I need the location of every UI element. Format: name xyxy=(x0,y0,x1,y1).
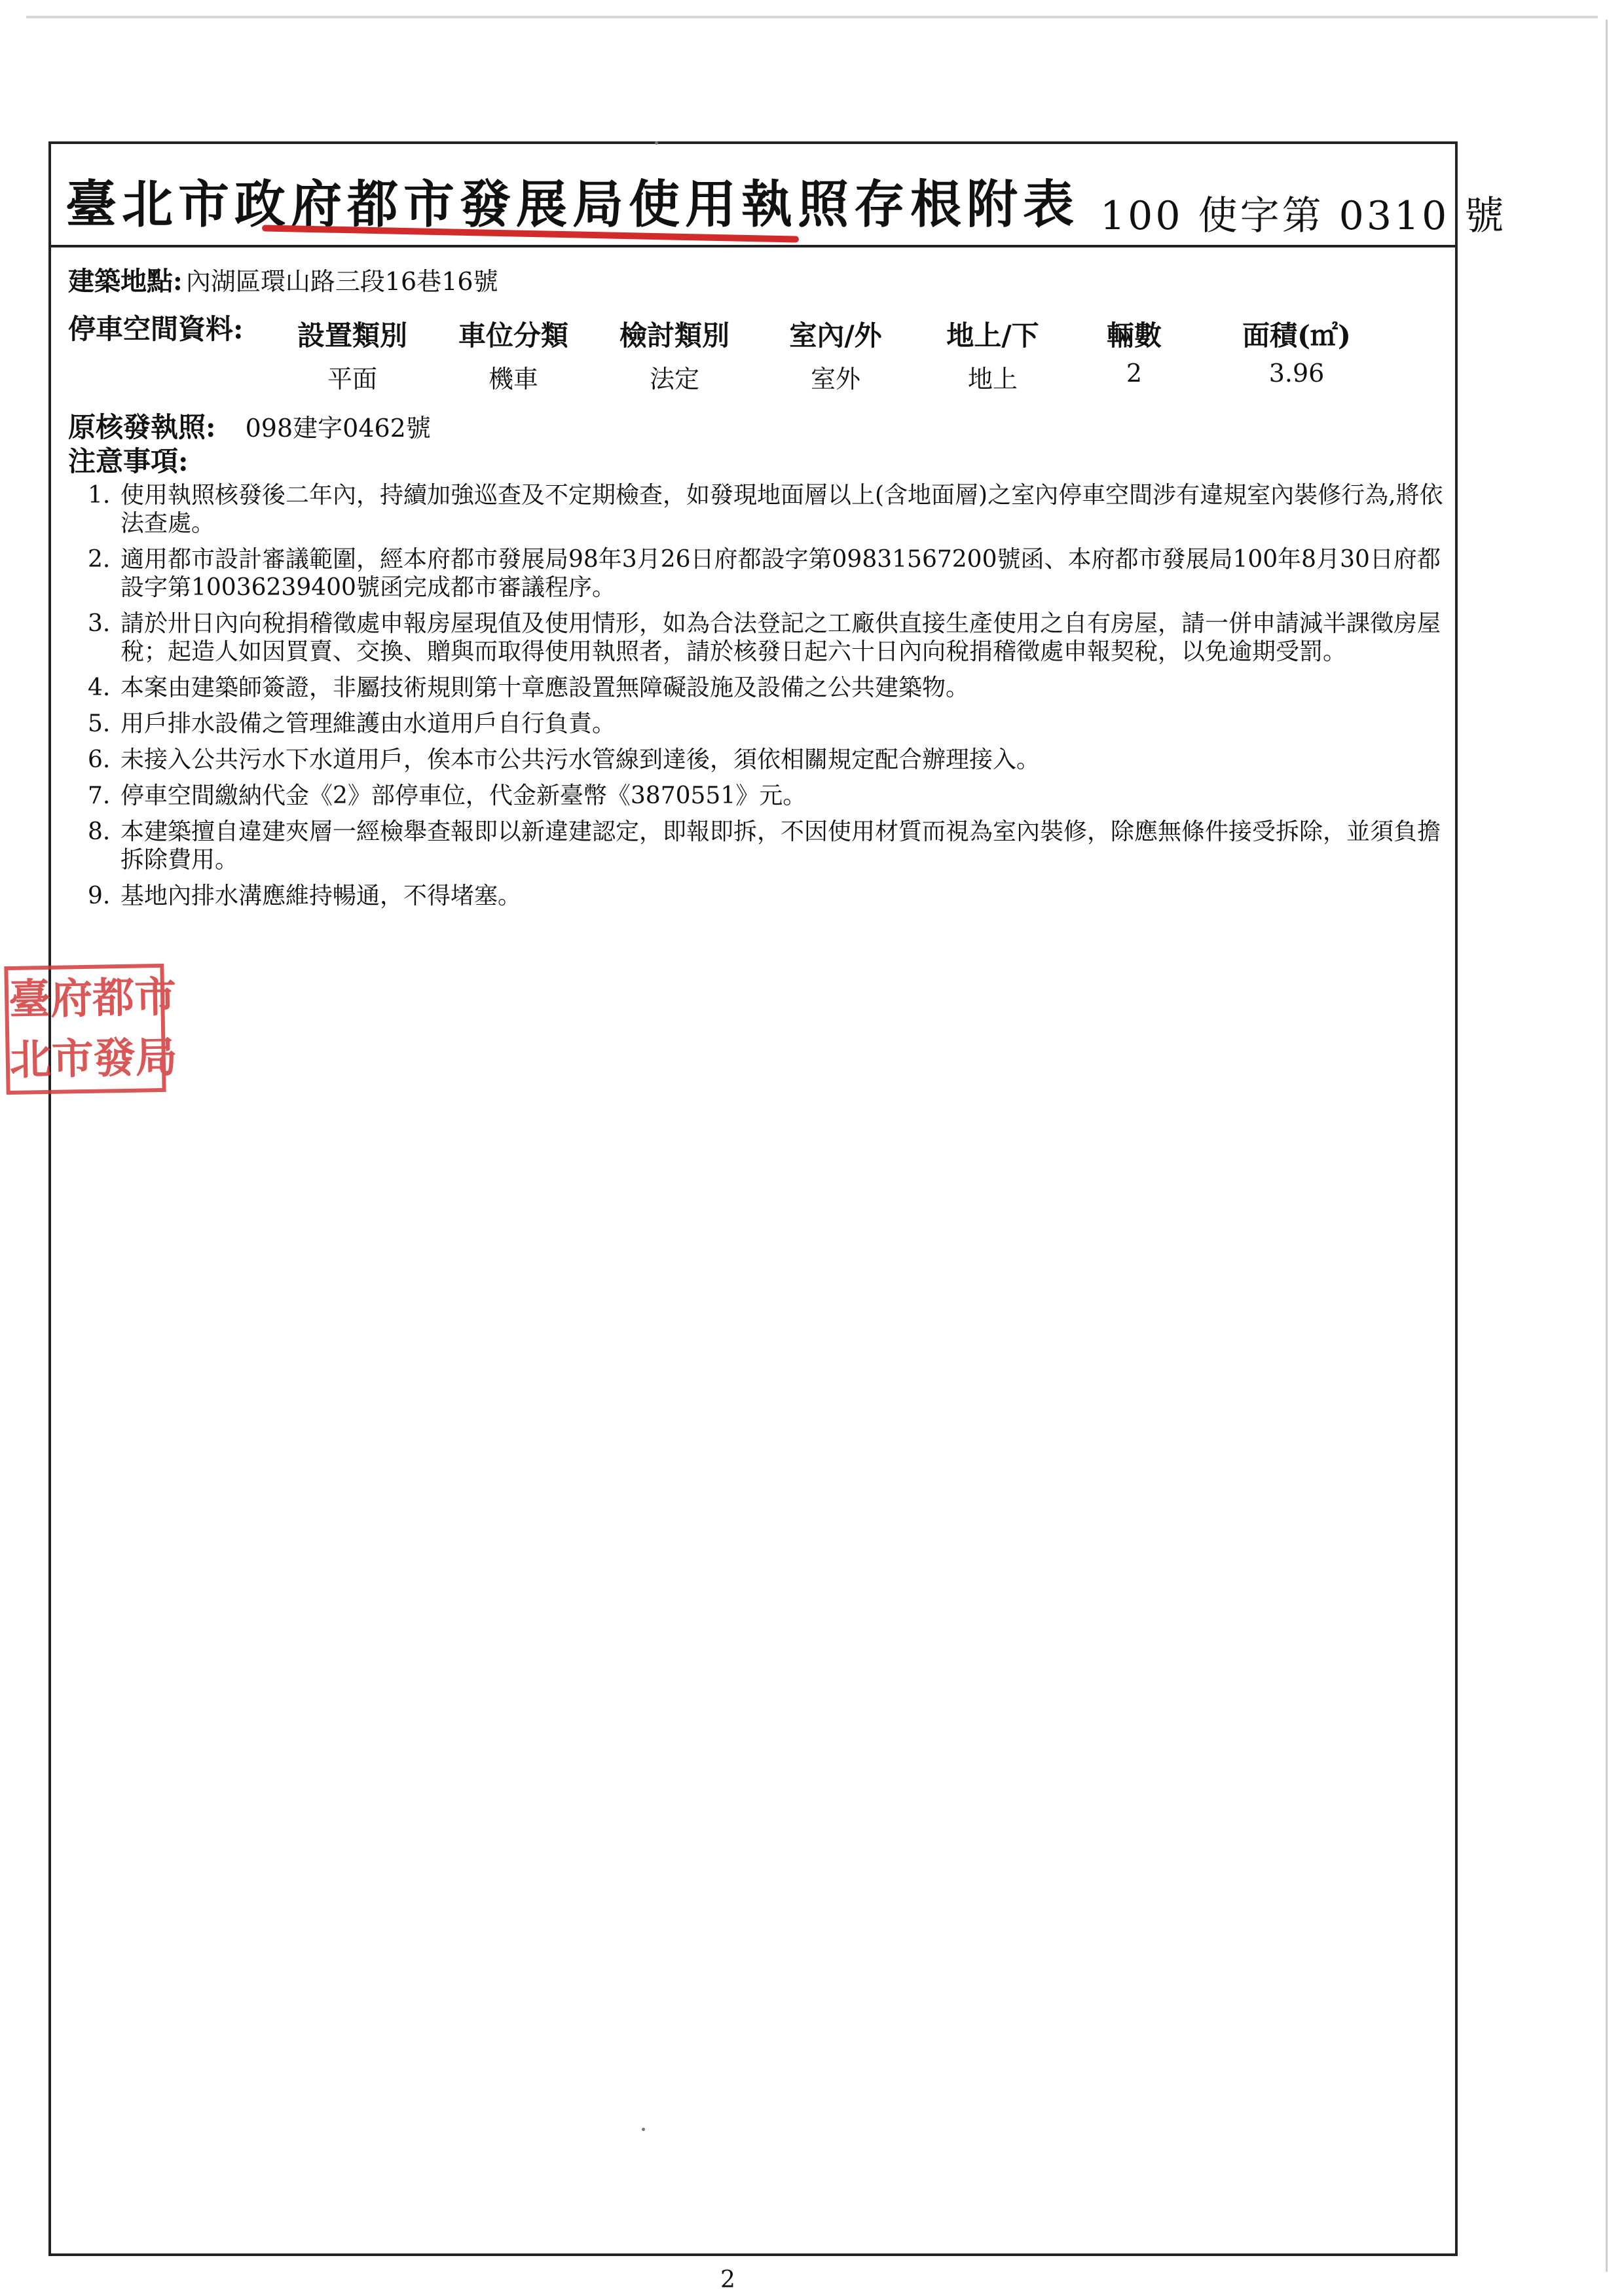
note-number: 4. xyxy=(88,674,111,701)
parking-val-setup-type: 平面 xyxy=(327,365,377,393)
note-text: 用戶排水設備之管理維護由水道用戶自行負責。 xyxy=(120,710,616,737)
parking-val-area: 3.96 xyxy=(1268,359,1325,388)
parking-col-indoor-outdoor: 室內/外 xyxy=(789,319,882,352)
parking-col-count: 輛數 xyxy=(1106,319,1162,352)
note-number: 8. xyxy=(88,818,111,845)
parking-val-space-class: 機車 xyxy=(488,365,538,393)
note-item xyxy=(88,610,1456,666)
scan-speck xyxy=(642,2128,645,2131)
note-text: 停車空間繳納代金《2》部停車位，代金新臺幣《3870551》元。 xyxy=(120,782,807,809)
building-location-label: 建築地點: xyxy=(68,266,183,297)
note-number: 2. xyxy=(88,546,111,573)
notes-list xyxy=(88,481,1456,918)
note-text: 基地內排水溝應維持暢通，不得堵塞。 xyxy=(120,883,522,909)
seal-char: 局 xyxy=(135,1032,178,1083)
note-number: 3. xyxy=(88,610,111,637)
note-item xyxy=(88,481,1456,538)
document-frame xyxy=(48,141,1458,2256)
note-text: 使用執照核發後二年內，持續加強巡查及不定期檢查，如發現地面層以上(含地面層)之室內停車空間涉有違規室內裝修行為,將依法查處。 xyxy=(120,482,1443,537)
seal-char: 市 xyxy=(134,972,177,1023)
note-number: 6. xyxy=(88,746,111,773)
note-number: 7. xyxy=(88,782,111,809)
parking-val-indoor-outdoor: 室外 xyxy=(810,365,860,393)
building-location-value: 內湖區環山路三段16巷16號 xyxy=(185,267,498,296)
note-number: 1. xyxy=(88,482,111,509)
note-text: 適用都市設計審議範圍，經本府都市發展局98年3月26日府都設字第09831567200號函、本府都市發展局100年8月30日府都設字第10036239400號函完成都市審議程序。 xyxy=(120,546,1441,601)
original-permit-row xyxy=(68,406,431,445)
document-title: 臺北市政府都市發展局使用執照存根附表 xyxy=(65,175,1080,234)
notes-title: 注意事項: xyxy=(68,445,189,477)
note-text: 本案由建築師簽證，非屬技術規則第十章應設置無障礙設施及設備之公共建築物。 xyxy=(120,674,970,701)
official-seal-stamp xyxy=(4,964,178,1095)
parking-val-review-class: 法定 xyxy=(649,365,699,393)
note-text: 本建築擅自違建夾層一經檢舉查報即以新違建認定，即報即拆，不因使用材質而視為室內裝修，除應無條件接受拆除，並須負擔拆除費用。 xyxy=(120,818,1441,873)
parking-val-count: 2 xyxy=(1126,359,1143,388)
parking-col-review-class: 檢討類別 xyxy=(619,319,729,352)
note-item xyxy=(88,746,1456,774)
building-location-row xyxy=(68,261,498,298)
parking-col-area: 面積(㎡) xyxy=(1242,319,1351,352)
page-number: 2 xyxy=(720,2267,735,2293)
note-item xyxy=(88,782,1456,810)
seal-char: 發 xyxy=(93,1033,136,1084)
original-permit-label: 原核發執照: xyxy=(68,411,216,443)
seal-char: 都 xyxy=(92,973,135,1023)
seal-char: 府 xyxy=(50,974,93,1024)
seal-char: 市 xyxy=(51,1034,94,1084)
note-number: 5. xyxy=(88,710,111,737)
permit-number: 100 使字第 0310 號 xyxy=(1100,193,1507,239)
parking-col-space-class: 車位分類 xyxy=(458,319,568,352)
seal-char: 北 xyxy=(9,1034,52,1085)
note-item xyxy=(88,818,1456,874)
original-permit-value: 098建字0462號 xyxy=(245,414,431,443)
note-text: 未接入公共污水下水道用戶，俟本市公共污水管線到達後，須依相關規定配合辦理接入。 xyxy=(120,746,1041,773)
note-text: 請於卅日內向稅捐稽徵處申報房屋現值及使用情形，如為合法登記之工廠供直接生產使用之自有房屋，請一併申請減半課徵房屋稅；起造人如因買賣、交換、贈與而取得使用執照者，請於核發日起六十日內向稅捐稽徵處申報契稅，以免逾期受罰。 xyxy=(120,610,1441,665)
note-number: 9. xyxy=(88,883,111,909)
note-item xyxy=(88,674,1456,702)
parking-val-above-below: 地上 xyxy=(967,365,1018,393)
seal-char: 臺 xyxy=(8,974,51,1025)
scan-speck xyxy=(655,141,658,145)
note-item xyxy=(88,710,1456,738)
parking-label: 停車空間資料: xyxy=(68,313,244,345)
parking-col-above-below: 地上/下 xyxy=(946,319,1039,352)
note-item xyxy=(88,882,1456,910)
scan-right-edge xyxy=(1606,20,1608,2272)
note-item xyxy=(88,545,1456,602)
parking-col-setup-type: 設置類別 xyxy=(297,319,407,352)
scan-top-edge xyxy=(26,16,1598,18)
